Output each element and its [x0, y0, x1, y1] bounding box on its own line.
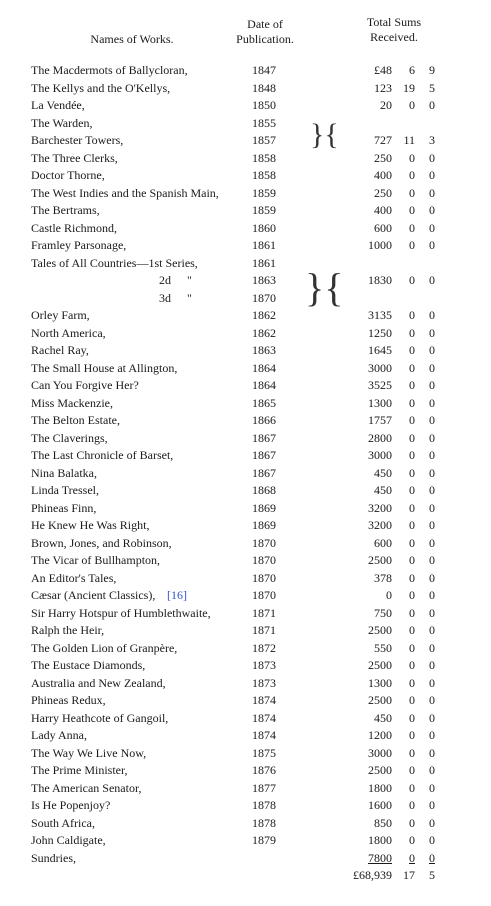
- ditto-mark: ": [187, 273, 192, 287]
- table-row: [0, 412, 491, 430]
- amount-pence: 9: [429, 63, 435, 77]
- table-row: [0, 587, 491, 605]
- amount-pounds: 3000: [368, 745, 392, 760]
- amount-pounds: 450: [374, 483, 392, 497]
- table-row: [0, 797, 491, 815]
- publication-year: 1867: [252, 430, 276, 445]
- publication-year: 1876: [252, 763, 276, 777]
- amount-pence: 0: [429, 203, 435, 217]
- amount-pounds: 727: [374, 133, 392, 147]
- work-name: The Claverings,: [31, 430, 108, 445]
- amount-pence: 0: [429, 675, 435, 690]
- amount-shillings: 0: [409, 465, 415, 480]
- table-row: [0, 80, 491, 98]
- table-row: [0, 710, 491, 728]
- publication-year: 1864: [252, 378, 276, 392]
- column-header-names: Names of Works.: [90, 32, 174, 46]
- amount-pence: 5: [429, 80, 435, 95]
- amount-pence: 0: [429, 238, 435, 252]
- publication-year: 1874: [252, 710, 276, 725]
- amount-pounds: 450: [374, 710, 392, 725]
- table-row: [0, 395, 491, 413]
- amount-pounds: 1800: [368, 833, 392, 847]
- table-row: [0, 447, 491, 465]
- amount-shillings: 19: [403, 80, 415, 95]
- amount-pence: 0: [429, 553, 435, 567]
- table-row: [0, 605, 491, 623]
- amount-shillings: 0: [409, 98, 415, 112]
- publication-year: 1860: [252, 220, 276, 235]
- amount-pence: 0: [429, 465, 435, 480]
- work-name: The Belton Estate,: [31, 413, 120, 427]
- amount-shillings: 0: [409, 535, 415, 550]
- publication-year: 1847: [252, 63, 276, 77]
- work-name: Castle Richmond,: [31, 220, 117, 235]
- column-header-date: [222, 17, 308, 47]
- amount-shillings: 0: [409, 430, 415, 445]
- table-row: [0, 622, 491, 640]
- amount-pence: 0: [429, 98, 435, 112]
- publication-year: 1873: [252, 675, 276, 690]
- amount-pence: 0: [429, 308, 435, 322]
- amount-pence: 0: [429, 728, 435, 742]
- amount-pounds: 3135: [368, 308, 392, 322]
- amount-pounds: 1757: [368, 413, 392, 427]
- work-name: The Three Clerks,: [31, 150, 118, 165]
- column-header-sums-line2: Received.: [370, 30, 418, 44]
- work-name: Orley Farm,: [31, 308, 90, 322]
- work-name: Phineas Finn,: [31, 500, 97, 515]
- amount-pence: 0: [429, 518, 435, 532]
- amount-shillings: 0: [409, 798, 415, 812]
- works-table: [0, 62, 491, 885]
- table-row: [0, 535, 491, 553]
- amount-shillings: 0: [409, 833, 415, 847]
- publication-year: 1859: [252, 185, 276, 200]
- work-name: The Eustace Diamonds,: [31, 658, 146, 672]
- amount-pounds: 550: [374, 640, 392, 655]
- work-name: Linda Tressel,: [31, 483, 100, 497]
- publication-year: 1870: [252, 588, 276, 602]
- amount-shillings: 0: [409, 728, 415, 742]
- table-row: [0, 115, 491, 133]
- amount-pounds: 1250: [368, 325, 392, 340]
- amount-pounds: 250: [374, 185, 392, 200]
- amount-pence: 0: [429, 185, 435, 200]
- work-name: Can You Forgive Her?: [31, 378, 139, 392]
- work-name: An Editor's Tales,: [31, 570, 117, 585]
- publication-year: 1871: [252, 623, 276, 637]
- work-name: 3d: [159, 290, 171, 305]
- amount-pounds: 2800: [368, 430, 392, 445]
- table-row: [0, 377, 491, 395]
- work-name: Harry Heathcote of Gangoil,: [31, 710, 169, 725]
- amount-pence: 0: [429, 220, 435, 235]
- table-row: [0, 430, 491, 448]
- table-row: [0, 482, 491, 500]
- amount-pounds: 1600: [368, 798, 392, 812]
- publication-year: 1857: [252, 133, 276, 147]
- amount-pence: 0: [429, 658, 435, 672]
- table-row: [0, 692, 491, 710]
- amount-pounds: 2500: [368, 623, 392, 637]
- table-row: [0, 97, 491, 115]
- work-name: South Africa,: [31, 815, 95, 830]
- amount-shillings: 0: [409, 325, 415, 340]
- amount-shillings: 0: [409, 570, 415, 585]
- amount-shillings: 0: [409, 623, 415, 637]
- work-name: North America,: [31, 325, 106, 340]
- table-row: [0, 272, 491, 290]
- publication-year: 1864: [252, 360, 276, 375]
- work-name: The Way We Live Now,: [31, 745, 147, 760]
- table-row: [0, 832, 491, 850]
- amount-pounds: 850: [374, 815, 392, 830]
- work-name: The Bertrams,: [31, 203, 100, 217]
- amount-pounds: 1830: [368, 273, 392, 287]
- amount-shillings: 17: [403, 868, 415, 882]
- amount-shillings: 0: [409, 745, 415, 760]
- publication-year: 1869: [252, 500, 276, 515]
- amount-pence: 5: [429, 868, 435, 882]
- amount-pounds: 3525: [368, 378, 392, 392]
- work-name: Rachel Ray,: [31, 343, 89, 357]
- column-header-date-line1: Date of: [247, 17, 283, 31]
- amount-pence: 0: [429, 343, 435, 357]
- table-row: [0, 465, 491, 483]
- table-row: [0, 762, 491, 780]
- amount-pounds: 2500: [368, 693, 392, 707]
- amount-pounds: 1300: [368, 675, 392, 690]
- publication-year: 1855: [252, 115, 276, 130]
- publication-year: 1873: [252, 658, 276, 672]
- amount-pence: 0: [429, 150, 435, 165]
- publication-year: 1863: [252, 343, 276, 357]
- amount-shillings: 0: [409, 763, 415, 777]
- table-row: [0, 132, 491, 150]
- work-name: The Kellys and the O'Kellys,: [31, 80, 171, 95]
- table-row: [0, 675, 491, 693]
- work-name: The Vicar of Bullhampton,: [31, 553, 161, 567]
- brace-warden-barchester: }{: [310, 118, 339, 151]
- amount-shillings: 0: [409, 553, 415, 567]
- amount-pence: 0: [429, 588, 435, 602]
- amount-pence: 0: [429, 360, 435, 375]
- amount-pence: 0: [429, 798, 435, 812]
- work-name: Brown, Jones, and Robinson,: [31, 535, 172, 550]
- table-row: [0, 780, 491, 798]
- amount-shillings: 0: [409, 378, 415, 392]
- amount-pounds: 600: [374, 535, 392, 550]
- work-name: Nina Balatka,: [31, 465, 97, 480]
- publication-year: 1868: [252, 483, 276, 497]
- publication-year: 1866: [252, 413, 276, 427]
- work-name: Sir Harry Hotspur of Humblethwaite,: [31, 605, 211, 620]
- amount-pence: 0: [429, 833, 435, 847]
- amount-pounds: 3000: [368, 448, 392, 462]
- work-name: The Prime Minister,: [31, 763, 128, 777]
- brace-tales-series: }{: [305, 265, 344, 310]
- work-name: Doctor Thorne,: [31, 168, 105, 182]
- table-row: [0, 325, 491, 343]
- publication-year: 1872: [252, 640, 276, 655]
- publication-year: 1878: [252, 815, 276, 830]
- amount-shillings: 0: [409, 710, 415, 725]
- work-name: Framley Parsonage,: [31, 238, 127, 252]
- amount-shillings: 0: [409, 360, 415, 375]
- amount-pence: 0: [429, 640, 435, 655]
- amount-shillings: 0: [409, 605, 415, 620]
- amount-pounds: £68,939: [353, 868, 392, 882]
- amount-pounds: 400: [374, 203, 392, 217]
- table-row: [0, 867, 491, 885]
- ditto-mark: ": [187, 290, 192, 305]
- publication-year: 1870: [252, 535, 276, 550]
- amount-pence: 0: [429, 763, 435, 777]
- table-row: [0, 517, 491, 535]
- amount-pence: 0: [429, 623, 435, 637]
- work-name: Australia and New Zealand,: [31, 675, 166, 690]
- amount-shillings: 0: [409, 343, 415, 357]
- amount-shillings: 0: [409, 203, 415, 217]
- publication-year: 1850: [252, 98, 276, 112]
- amount-pounds: 0: [386, 588, 392, 602]
- column-header-sums-line1: Total Sums: [366, 15, 422, 29]
- amount-pounds: 123: [374, 80, 392, 95]
- amount-shillings: 0: [409, 658, 415, 672]
- work-name: The Small House at Allington,: [31, 360, 178, 375]
- work-name: Lady Anna,: [31, 728, 87, 742]
- work-name: The Golden Lion of Granpère,: [31, 640, 178, 655]
- amount-pence: 0: [429, 693, 435, 707]
- amount-shillings: 0: [409, 518, 415, 532]
- amount-pounds: 20: [380, 98, 392, 112]
- work-name: Cæsar (Ancient Classics),: [31, 588, 156, 602]
- publication-year: 1848: [252, 80, 276, 95]
- amount-pounds: 750: [374, 605, 392, 620]
- publication-year: 1879: [252, 833, 276, 847]
- work-name: La Vendée,: [31, 98, 85, 112]
- amount-pence: 0: [429, 448, 435, 462]
- table-row: [0, 342, 491, 360]
- amount-pence: 0: [429, 605, 435, 620]
- amount-shillings: 0: [409, 483, 415, 497]
- amount-pence: 0: [429, 430, 435, 445]
- amount-pence: 0: [429, 815, 435, 830]
- amount-shillings: 0: [409, 815, 415, 830]
- amount-pence: 0: [429, 780, 435, 795]
- publication-year: 1874: [252, 693, 276, 707]
- table-row: [0, 307, 491, 325]
- amount-pence: 3: [429, 133, 435, 147]
- table-row: [0, 150, 491, 168]
- publication-year: 1875: [252, 745, 276, 760]
- footnote-link[interactable]: [16]: [167, 588, 187, 602]
- amount-pence: 0: [429, 500, 435, 515]
- publication-year: 1859: [252, 203, 276, 217]
- publication-year: 1863: [252, 273, 276, 287]
- publication-year: 1867: [252, 448, 276, 462]
- amount-shillings: 0: [409, 588, 415, 602]
- table-row: [0, 202, 491, 220]
- amount-pounds: 400: [374, 168, 392, 182]
- table-row: [0, 657, 491, 675]
- table-row: [0, 360, 491, 378]
- publication-year: 1861: [252, 255, 276, 270]
- publication-year: 1858: [252, 150, 276, 165]
- table-row: [0, 290, 491, 308]
- publication-year: 1865: [252, 395, 276, 410]
- work-name: Tales of All Countries—1st Series,: [31, 255, 198, 270]
- work-name: He Knew He Was Right,: [31, 518, 150, 532]
- amount-pounds: 1645: [368, 343, 392, 357]
- work-name: The West Indies and the Spanish Main,: [31, 185, 219, 200]
- table-row: [0, 185, 491, 203]
- publication-year: 1877: [252, 780, 276, 795]
- amount-shillings: 0: [409, 273, 415, 287]
- amount-pounds: 2500: [368, 553, 392, 567]
- amount-pence: 0: [429, 378, 435, 392]
- amount-pence: 0: [429, 395, 435, 410]
- amount-pounds: 1300: [368, 395, 392, 410]
- amount-pence: 0: [429, 535, 435, 550]
- amount-shillings: 0: [409, 500, 415, 515]
- amount-shillings: 0: [409, 780, 415, 795]
- table-row: [0, 727, 491, 745]
- amount-pence: 0: [429, 168, 435, 182]
- table-row: [0, 167, 491, 185]
- table-row: [0, 745, 491, 763]
- table-row: [0, 62, 491, 80]
- amount-pence: 0: [429, 570, 435, 585]
- column-header-sums: [352, 15, 436, 45]
- amount-shillings: 0: [409, 413, 415, 427]
- amount-shillings: 0: [409, 850, 415, 865]
- table-row: [0, 500, 491, 518]
- work-name: Phineas Redux,: [31, 693, 106, 707]
- publication-year: 1867: [252, 465, 276, 480]
- amount-shillings: 0: [409, 448, 415, 462]
- amount-pounds: 3200: [368, 500, 392, 515]
- amount-pounds: 1000: [368, 238, 392, 252]
- amount-pence: 0: [429, 413, 435, 427]
- work-name: Miss Mackenzie,: [31, 395, 113, 410]
- work-name: The Macdermots of Ballycloran,: [31, 63, 188, 77]
- work-name: Sundries,: [31, 850, 76, 865]
- publication-year: 1861: [252, 238, 276, 252]
- amount-pounds: 1200: [368, 728, 392, 742]
- amount-pounds: 3000: [368, 360, 392, 375]
- amount-pounds: 450: [374, 465, 392, 480]
- amount-pence: 0: [429, 325, 435, 340]
- amount-pounds: 7800: [368, 850, 392, 865]
- amount-shillings: 0: [409, 395, 415, 410]
- table-row: [0, 815, 491, 833]
- amount-pounds: £48: [374, 63, 392, 77]
- table-row: [0, 570, 491, 588]
- work-name: John Caldigate,: [31, 833, 106, 847]
- amount-shillings: 0: [409, 168, 415, 182]
- amount-pounds: 378: [374, 570, 392, 585]
- amount-shillings: 0: [409, 308, 415, 322]
- work-name: The Last Chronicle of Barset,: [31, 448, 174, 462]
- publication-year: 1870: [252, 570, 276, 585]
- amount-pence: 0: [429, 273, 435, 287]
- work-name: The Warden,: [31, 115, 93, 130]
- amount-shillings: 0: [409, 238, 415, 252]
- publication-year: 1874: [252, 728, 276, 742]
- amount-pounds: 250: [374, 150, 392, 165]
- publication-year: 1878: [252, 798, 276, 812]
- work-name: Is He Popenjoy?: [31, 798, 111, 812]
- table-row: [0, 220, 491, 238]
- publication-year: 1869: [252, 518, 276, 532]
- amount-pence: 0: [429, 850, 435, 865]
- amount-shillings: 0: [409, 185, 415, 200]
- amount-shillings: 0: [409, 640, 415, 655]
- publication-year: 1858: [252, 168, 276, 182]
- publication-year: 1870: [252, 290, 276, 305]
- work-name: Ralph the Heir,: [31, 623, 105, 637]
- publication-year: 1862: [252, 325, 276, 340]
- amount-pounds: 3200: [368, 518, 392, 532]
- amount-shillings: 0: [409, 150, 415, 165]
- work-name: Barchester Towers,: [31, 133, 124, 147]
- amount-shillings: 0: [409, 220, 415, 235]
- work-name: The American Senator,: [31, 780, 142, 795]
- work-name: 2d: [159, 273, 171, 287]
- table-row: [0, 850, 491, 868]
- column-header-date-line2: Publication.: [236, 32, 294, 46]
- amount-pence: 0: [429, 483, 435, 497]
- table-row: [0, 255, 491, 273]
- amount-pounds: 2500: [368, 763, 392, 777]
- amount-shillings: 0: [409, 693, 415, 707]
- amount-shillings: 11: [403, 133, 415, 147]
- amount-pence: 0: [429, 710, 435, 725]
- table-row: [0, 552, 491, 570]
- publication-year: 1862: [252, 308, 276, 322]
- amount-shillings: 0: [409, 675, 415, 690]
- amount-pounds: 2500: [368, 658, 392, 672]
- amount-pence: 0: [429, 745, 435, 760]
- publication-year: 1871: [252, 605, 276, 620]
- amount-shillings: 6: [409, 63, 415, 77]
- amount-pounds: 600: [374, 220, 392, 235]
- table-row: [0, 237, 491, 255]
- publication-year: 1870: [252, 553, 276, 567]
- amount-pounds: 1800: [368, 780, 392, 795]
- table-row: [0, 640, 491, 658]
